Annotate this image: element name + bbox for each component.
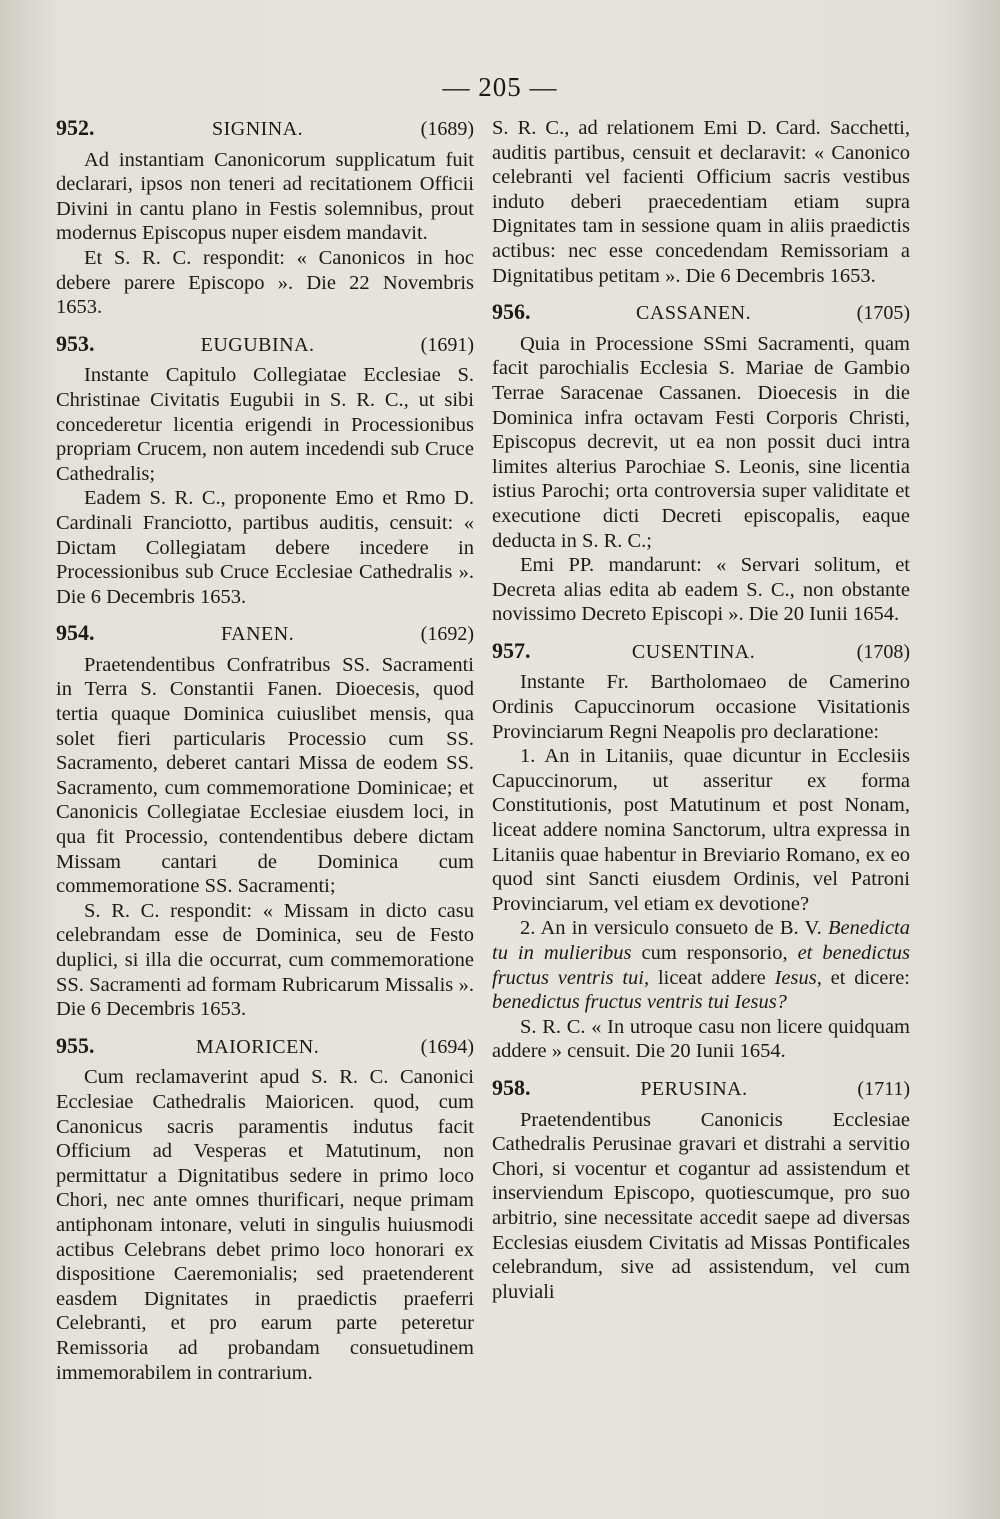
entry-place: CUSENTINA. <box>631 640 756 663</box>
entry-paragraph: Eadem S. R. C., proponente Emo et Rmo D. Cardinali Franciotto, partibus auditis, censuit: « Dictam Collegiatam debere incedere in Processionibus sub Cruce Ecclesiae Cathedralis ». Die 6 Decembris 1653. <box>56 487 474 608</box>
entry-paragraph: Cum reclamaverint apud S. R. C. Canonici Ecclesiae Cathedralis Maioricen. quod, cum Canonicus sacris paramentis indutus facit Officium ad Vesperas et Matutinum, non permittatur a Dignitatibus sedere in primo loco Chori, nec ante omnes thurificari, neque primam antiphonam intonare, veluti in singulis huiusmodi actibus Celebrans debet primo loco honorari ex dispositione Caeremonialis; sed praetenderent easdem Dignitates in praedictis praeferri Celebranti, et pro earum parte peteretur Remissoria ad probandam consuetudinem immemorabilem in contrarium. <box>56 1066 474 1384</box>
entry-year: (1692) <box>420 623 474 646</box>
entry-955-continuation <box>492 116 910 288</box>
entry-954 <box>56 621 474 1022</box>
entry-955 <box>56 1034 474 1385</box>
entry-year: (1694) <box>420 1035 474 1058</box>
entry-place: CASSANEN. <box>636 302 752 325</box>
entry-heading <box>492 639 910 665</box>
entry-place: MAIORICEN. <box>195 1035 320 1058</box>
italic-run: benedictus fructus ventris tui Iesus? <box>492 991 787 1014</box>
entry-heading <box>492 300 910 326</box>
italic-run: Iesus, <box>774 966 822 989</box>
entry-heading <box>56 621 474 647</box>
text-run: liceat addere <box>657 966 766 989</box>
entry-heading <box>56 116 474 142</box>
entry-number: 953. <box>56 330 95 356</box>
entry-place: SIGNINA. <box>211 118 304 140</box>
entry-year: (1711) <box>857 1077 910 1100</box>
entry-958 <box>492 1076 910 1304</box>
entry-year: (1708) <box>856 640 910 663</box>
entry-paragraph: Et S. R. C. respondit: « Canonicos in hoc debere parere Episcopo ». Die 22 Novembris 1653. <box>56 246 474 319</box>
entry-953 <box>56 332 474 610</box>
entry-number: 954. <box>56 620 95 646</box>
question-1: 1. An in Litaniis, quae dicuntur in Ecclesiis Capuccinorum, ut asseritur ex forma Constitutionis, post Matutinum et post Nonam, liceat addere nomina Sanctorum, ultra expressa in Litaniis quae habentur in Breviario Romano, ex eo quod sint Sancti eiusdem Ordinis, vel Patroni Provinciarum, vel etiam ex devotione? <box>492 745 910 915</box>
entry-place: PERUSINA. <box>640 1077 748 1100</box>
left-column <box>56 116 474 1397</box>
entry-paragraph: Ad instantiam Canonicorum supplicatum fuit declarari, ipsos non teneri ad recitationem Officii Divini in cantu plano in Festis solemnibus, prout modernus Episcopus nuper eisdem mandavit. <box>56 148 474 245</box>
entry-heading <box>56 1034 474 1060</box>
entry-number: 956. <box>492 299 531 325</box>
entry-heading <box>492 1076 910 1102</box>
entry-paragraph: Praetendentibus Confratribus SS. Sacramenti in Terra S. Constantii Fanen. Dioecesis, quod tertia quaque Dominica cuiuslibet mensis, qua solet fieri particularis Processio cum SS. Sacramento, deberet cantari Missa de eodem SS. Sacramento, cum commemoratione Dominicae; et Canonicis Collegiatae Ecclesiae eiusdem loci, in qua fit Processio, contendentibus debere dictam Missam cantari de Dominica cum commemoratione SS. Sacramenti; <box>56 653 474 898</box>
text-run: et dicere: <box>830 966 911 989</box>
text-run: 2. An in versiculo consueto de B. V. <box>520 917 822 940</box>
entry-number: 958. <box>492 1074 531 1100</box>
entry-number: 957. <box>492 637 531 663</box>
entry-paragraph: Praetendentibus Canonicis Ecclesiae Cathedralis Perusinae gravari et distrahi a servitio Chori, si vocentur et cogantur ad assistendum et inserviendum Episcopo, quotiescumque, pro suo arbitrio, sine necessitate accedit saepe ad diversas Ecclesias eiusdem Civitatis ad Missas Pontificales celebrandum, sive ad assistendum, vel cum pluviali <box>492 1108 910 1303</box>
entry-place: FANEN. <box>220 623 295 646</box>
entry-number: 952. <box>56 115 95 140</box>
entry-paragraph: Instante Capitulo Collegiatae Ecclesiae S. Christinae Civitatis Eugubii in S. R. C., ut sibi concederetur licentia erigendi in Processionibus propriam Crucem, non autem incedendi sub Cruce Cathedralis; <box>56 364 474 485</box>
question-2 <box>492 916 910 1014</box>
entry-year: (1705) <box>856 302 910 325</box>
entry-paragraph: Emi PP. mandarunt: « Servari solitum, et Decreta alias edita ab eadem S. C., non obstante novissimo Decreto Episcopi ». Die 20 Iunii 1654. <box>492 554 910 626</box>
entry-paragraph: S. R. C. « In utroque casu non licere quidquam addere » censuit. Die 20 Iunii 1654. <box>492 1015 910 1063</box>
entry-place: EUGUBINA. <box>200 333 315 356</box>
entry-952 <box>56 116 474 320</box>
entry-paragraph: Quia in Processione SSmi Sacramenti, quam facit parochialis Ecclesia S. Mariae de Gambio Terrae Saracenae Cassanen. Dioecesis in die Dominica infra octavam Festi Corporis Christi, Episcopus decrevit, ut ea non possit duci intra limites alterius Parochiae S. Leonis, sine licentia istius Parochi; orta controversia super validitate et executione dicti Decreti episcopalis, eaque deducta in S. R. C.; <box>492 332 910 552</box>
entry-paragraph: Instante Fr. Bartholomaeo de Camerino Ordinis Capuccinorum occasione Visitationis Provinciarum Regni Neapolis pro declaratione: <box>492 671 910 743</box>
entry-year: (1689) <box>420 118 474 140</box>
entry-956 <box>492 300 910 627</box>
entry-957 <box>492 639 910 1064</box>
right-column <box>492 116 910 1316</box>
italic-run: et benedictus fructus ventris tui, <box>492 942 911 989</box>
italic-run: Benedicta tu in mulieribus <box>492 917 910 964</box>
entry-paragraph: S. R. C. respondit: « Missam in dicto casu celebrandam esse de Dominica, seu de Festo duplici, si illa die occurrat, cum commemoratione SS. Sacramenti ad formam Rubricarum Missalis ». Die 6 Decembris 1653. <box>56 899 474 1021</box>
entry-year: (1691) <box>420 333 474 356</box>
entry-paragraph: S. R. C., ad relationem Emi D. Card. Sacchetti, auditis partibus, censuit et declaravit: « Canonico celebranti vel facienti Officium sacris vestibus induto deberi praecedentiam etiam supra Dignitates tam in sessione quam in aliis praedictis actibus: nec esse concedendam Remissoriam a Dignitatibus petitam ». Die 6 Decembris 1653. <box>492 117 910 287</box>
entry-number: 955. <box>56 1032 95 1058</box>
page-number: — 205 — <box>442 72 558 102</box>
text-run: cum responsorio, <box>641 942 788 964</box>
entry-heading <box>56 332 474 358</box>
